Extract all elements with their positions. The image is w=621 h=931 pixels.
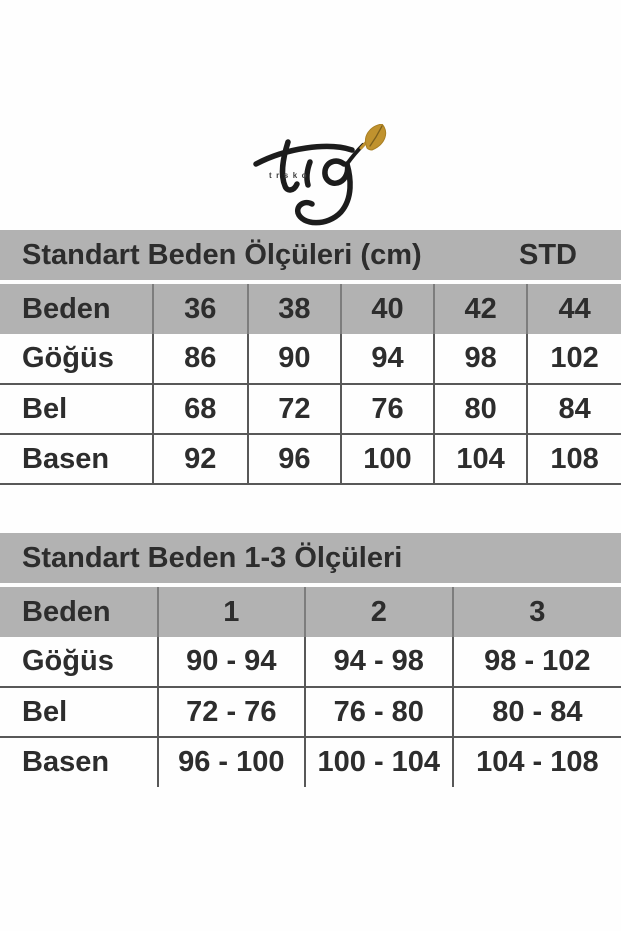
column-header: 40 (341, 284, 434, 334)
size-value-cell: 72 (248, 384, 341, 434)
size13-table-title: Standart Beden 1-3 Ölçüleri (22, 541, 403, 574)
size-value-cell: 100 (341, 434, 434, 484)
std-size-grid (0, 284, 621, 485)
size-value-cell: 80 (434, 384, 527, 434)
size-range-cell: 72 - 76 (158, 687, 305, 737)
size-range-cell: 104 - 108 (453, 737, 621, 787)
size-value-cell: 68 (153, 384, 248, 434)
std-header-row (0, 284, 621, 334)
size-value-cell: 104 (434, 434, 527, 484)
size-range-cell: 94 - 98 (305, 637, 453, 687)
column-header: 36 (153, 284, 248, 334)
column-header: Beden (0, 284, 153, 334)
table-row (0, 434, 621, 484)
size-value-cell: 92 (153, 434, 248, 484)
std-table-title: Standart Beden Ölçüleri (cm) (22, 238, 422, 271)
size-value-cell: 94 (341, 334, 434, 384)
row-label: Bel (0, 384, 153, 434)
size-value-cell: 84 (527, 384, 621, 434)
row-label: Göğüs (0, 334, 153, 384)
size-value-cell: 102 (527, 334, 621, 384)
size-value-cell: 90 (248, 334, 341, 384)
size-value-cell: 96 (248, 434, 341, 484)
size-value-cell: 76 (341, 384, 434, 434)
column-header: 38 (248, 284, 341, 334)
size-range-cell: 76 - 80 (305, 687, 453, 737)
size-range-cell: 98 - 102 (453, 637, 621, 687)
brand-script-icon (248, 124, 406, 238)
brand-logo (248, 124, 406, 238)
leaf-icon (361, 124, 386, 150)
size-range-cell: 100 - 104 (305, 737, 453, 787)
column-header: 2 (305, 587, 453, 637)
size13-table-title-band (0, 533, 621, 583)
size-range-cell: 96 - 100 (158, 737, 305, 787)
brand-sub-label: trsko (269, 171, 312, 180)
column-header: 1 (158, 587, 305, 637)
size-value-cell: 86 (153, 334, 248, 384)
column-header: Beden (0, 587, 158, 637)
size13-table (0, 533, 621, 787)
std-size-table (0, 230, 621, 485)
column-header: 44 (527, 284, 621, 334)
size13-grid (0, 587, 621, 787)
row-label: Bel (0, 687, 158, 737)
table-row (0, 687, 621, 737)
table-row (0, 637, 621, 687)
table-row (0, 334, 621, 384)
row-label: Göğüs (0, 637, 158, 687)
std-badge: STD (519, 238, 577, 271)
column-header: 42 (434, 284, 527, 334)
size-value-cell: 108 (527, 434, 621, 484)
size-range-cell: 80 - 84 (453, 687, 621, 737)
size13-header-row (0, 587, 621, 637)
script-tig-icon (256, 142, 363, 223)
column-header: 3 (453, 587, 621, 637)
table-row (0, 737, 621, 787)
std-table-title-band (0, 230, 621, 280)
row-label: Basen (0, 434, 153, 484)
size-value-cell: 98 (434, 334, 527, 384)
row-label: Basen (0, 737, 158, 787)
size-range-cell: 90 - 94 (158, 637, 305, 687)
table-row (0, 384, 621, 434)
